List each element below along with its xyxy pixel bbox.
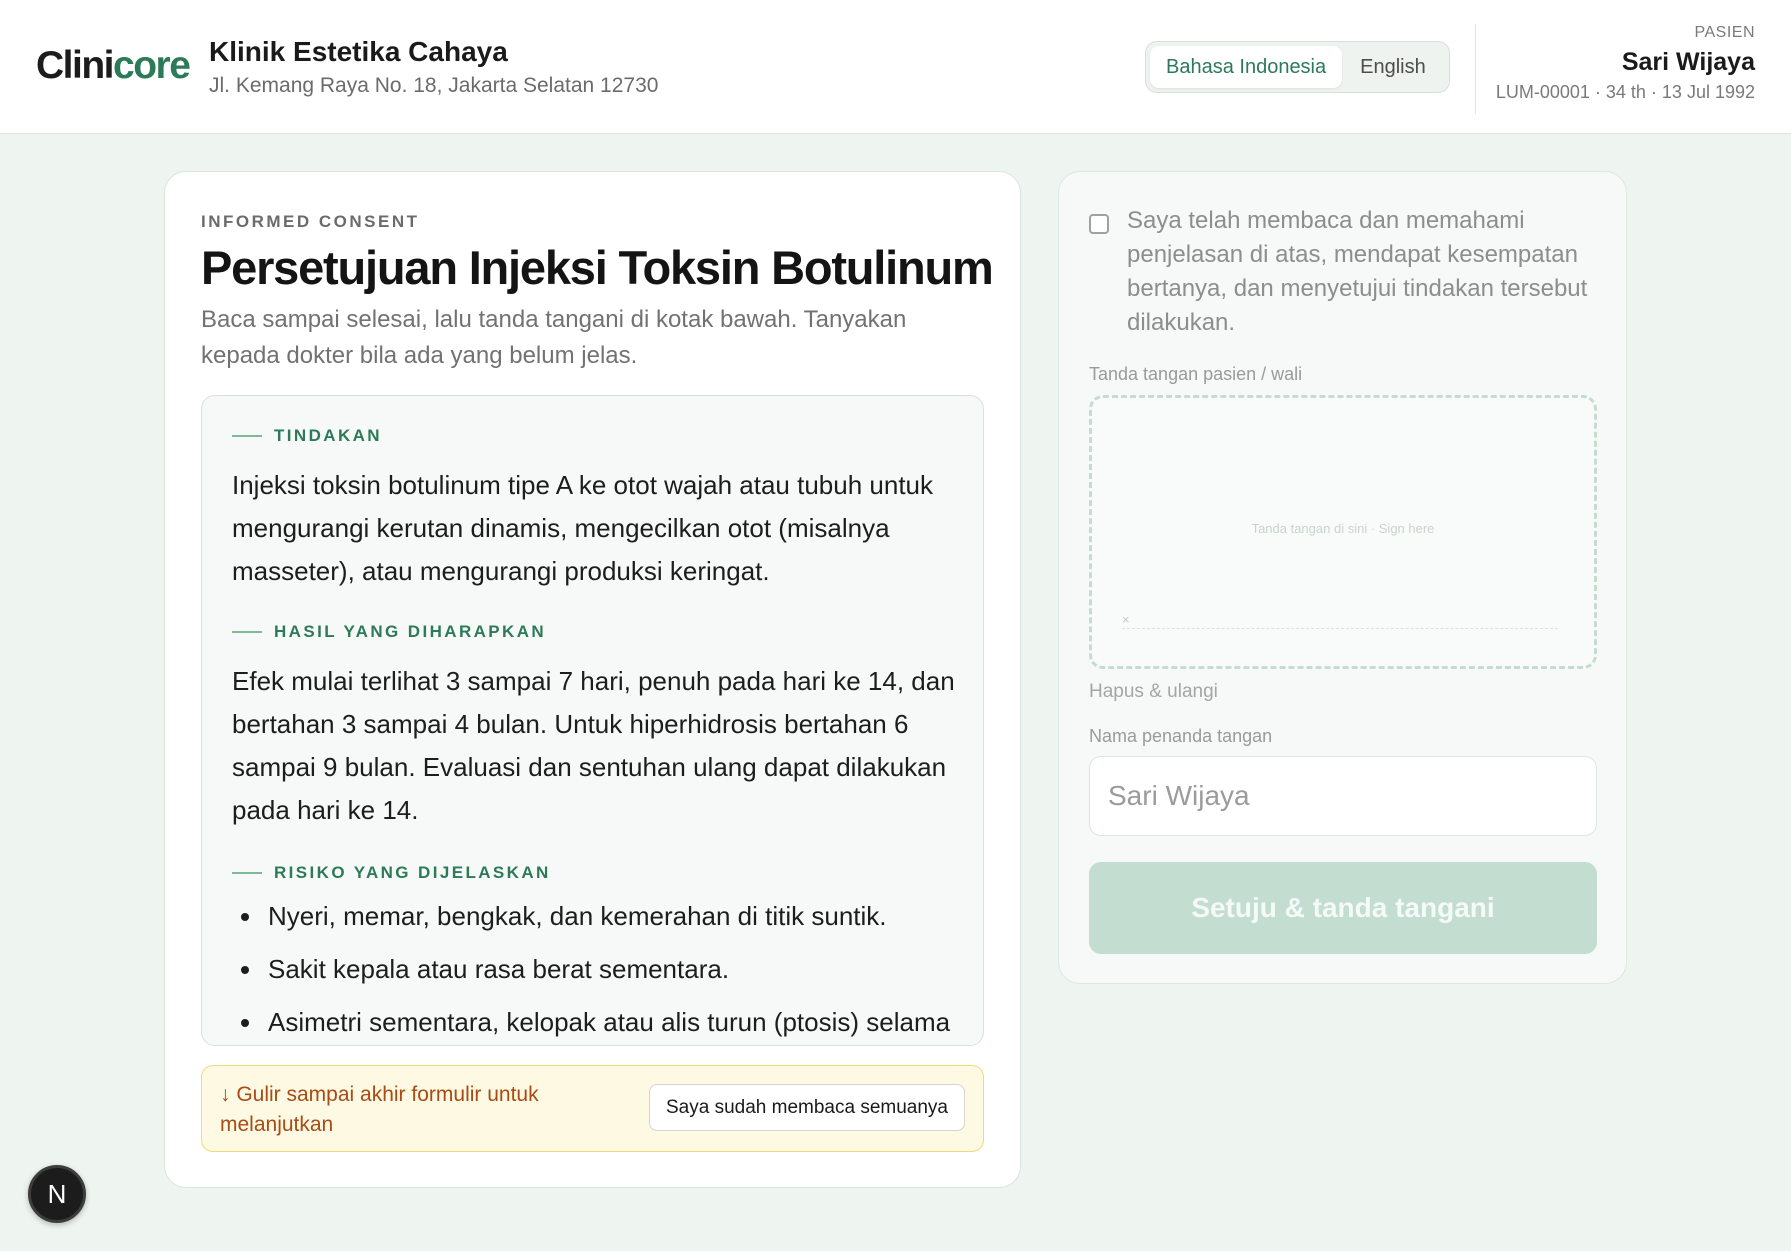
- read-all-button[interactable]: Saya sudah membaca semuanya: [649, 1084, 965, 1131]
- section-body: Efek mulai terlihat 3 sampai 7 hari, penuh pada hari ke 14, dan bertahan 3 sampai 4 bulan. Untuk hiperhidrosis bertahan 6 sampai 9 bulan. Evaluasi dan sentuhan ulang dapat dilakukan pada hari ke 14.: [232, 666, 955, 825]
- language-switcher: [1145, 41, 1450, 93]
- logo-text-part2: core: [113, 44, 190, 87]
- agree-sign-button[interactable]: Setuju & tanda tangani: [1089, 862, 1597, 954]
- top-bar: [0, 0, 1791, 134]
- logo-text-part1: Clini: [36, 44, 113, 87]
- header-divider: [1475, 24, 1476, 114]
- clinic-name: Klinik Estetika Cahaya: [209, 36, 508, 67]
- section-hasil: [232, 622, 962, 832]
- consent-title: Persetujuan Injeksi Toksin Botulinum: [201, 241, 993, 294]
- n-badge-icon[interactable]: N: [28, 1165, 86, 1223]
- signature-baseline: [1122, 628, 1558, 629]
- signer-name-label: Nama penanda tangan: [1089, 726, 1273, 746]
- section-label: TINDAKAN: [274, 426, 382, 445]
- signature-pad[interactable]: [1089, 395, 1597, 669]
- lang-bahasa-indonesia-button[interactable]: Bahasa Indonesia: [1150, 46, 1342, 88]
- consent-subtitle: Baca sampai selesai, lalu tanda tangani di kotak bawah. Tanyakan kepada dokter bila ada yang belum jelas.: [201, 306, 907, 369]
- consent-scroll-area[interactable]: [201, 395, 984, 1046]
- agree-checkbox[interactable]: [1089, 214, 1109, 234]
- patient-label: PASIEN: [1694, 24, 1755, 41]
- patient-info: [1496, 24, 1755, 103]
- scroll-notice: [201, 1065, 984, 1152]
- consent-card: [164, 171, 1021, 1188]
- scroll-notice-text: ↓ Gulir sampai akhir formulir untuk melanjutkan: [220, 1083, 539, 1136]
- consent-eyebrow: INFORMED CONSENT: [201, 212, 420, 231]
- section-rule: [232, 872, 262, 874]
- patient-meta: LUM-00001 · 34 th · 13 Jul 1992: [1495, 82, 1755, 102]
- section-label: RISIKO YANG DIJELASKAN: [274, 863, 551, 882]
- agree-text: Saya telah membaca dan memahami penjelasan di atas, mendapat kesempatan bertanya, dan menyetujui tindakan tersebut dilakukan.: [1127, 207, 1588, 336]
- signature-card: [1058, 171, 1627, 984]
- section-risiko: [232, 863, 962, 1046]
- section-rule: [232, 631, 262, 633]
- section-tindakan: [232, 426, 962, 593]
- signature-pad-label: Tanda tangan pasien / wali: [1089, 364, 1303, 384]
- list-item: Asimetri sementara, kelopak atau alis turun (ptosis) selama: [232, 1005, 962, 1040]
- clinic-address: Jl. Kemang Raya No. 18, Jakarta Selatan 12730: [209, 74, 659, 97]
- clear-signature-link[interactable]: Hapus & ulangi: [1089, 681, 1218, 702]
- risk-list: [232, 899, 962, 1040]
- signer-name-input[interactable]: [1089, 756, 1597, 836]
- list-item: Nyeri, memar, bengkak, dan kemerahan di titik suntik.: [232, 899, 962, 934]
- signature-x-marker: ×: [1122, 612, 1130, 627]
- section-body: Injeksi toksin botulinum tipe A ke otot wajah atau tubuh untuk mengurangi kerutan dinamis, mengecilkan otot (misalnya masseter), atau mengurangi produksi keringat.: [232, 470, 934, 586]
- list-item: Sakit kepala atau rasa berat sementara.: [232, 952, 962, 987]
- lang-english-button[interactable]: English: [1344, 46, 1442, 88]
- section-rule: [232, 435, 262, 437]
- section-label: HASIL YANG DIHARAPKAN: [274, 622, 547, 641]
- clinicore-logo: [36, 44, 189, 88]
- patient-name: Sari Wijaya: [1621, 48, 1755, 76]
- signature-placeholder: Tanda tangan di sini · Sign here: [1251, 521, 1435, 536]
